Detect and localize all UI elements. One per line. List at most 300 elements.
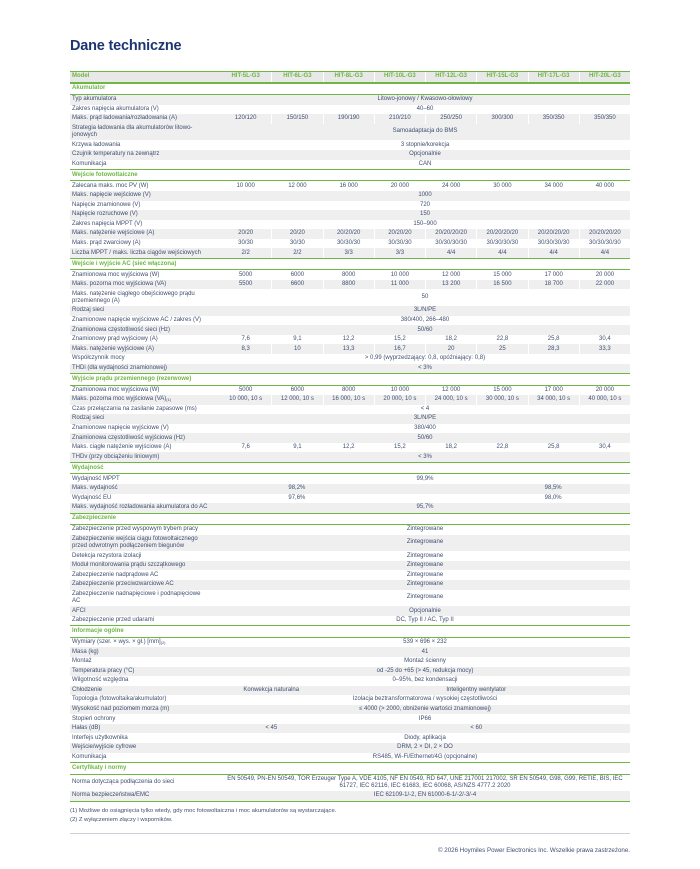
row-label: Komunikacja	[72, 160, 107, 167]
spec-row	[70, 191, 630, 201]
row-values	[220, 105, 630, 115]
value-cell: 30/30/30/30	[476, 239, 527, 249]
spec-row	[70, 606, 630, 616]
value-cell: 40 000, 10 s	[579, 395, 630, 405]
value-cell: 16 000	[323, 181, 374, 191]
row-values	[220, 201, 630, 211]
value-cell: 50/60	[220, 325, 630, 335]
row-values	[220, 503, 630, 513]
spec-row	[70, 474, 630, 484]
row-values	[220, 210, 630, 220]
row-values	[220, 724, 630, 734]
spec-row	[70, 424, 630, 434]
row-values	[220, 220, 630, 230]
value-cell: 24 000	[425, 181, 476, 191]
row-label: Rodzaj sieci	[70, 414, 220, 424]
row-label: Zabezpieczenie nadnapięciowe i podnapięciowe AC	[72, 590, 201, 604]
row-label: Liczba MPPT / maks. liczba ciągów wejściowych	[70, 248, 220, 258]
spec-row	[70, 414, 630, 424]
value-cell: DC, Typ II / AC, Typ II	[396, 617, 454, 624]
section-header: Wejście i wyjście AC (sieć włączona)	[70, 258, 630, 270]
value-cell: < 60	[323, 724, 631, 734]
spec-row	[70, 676, 630, 686]
value-cell: 33,3	[579, 344, 630, 354]
spec-row	[70, 95, 630, 105]
value-cell: 190/190	[323, 114, 374, 124]
value-cell: 150–900	[413, 220, 437, 227]
value-cell: Zintegrowane	[220, 580, 630, 590]
spec-row	[70, 335, 630, 345]
row-label: Zabezpieczenie nadprądowe AC	[72, 571, 159, 578]
value-cell: DRM, 2 × DI, 2 × DO	[220, 743, 630, 753]
datasheet-page	[70, 38, 630, 854]
value-cell: 20/20/20	[323, 229, 374, 239]
value-cell: 6000	[271, 270, 322, 280]
row-values	[220, 494, 630, 504]
row-label: Maks. ciągłe natężenie wyjściowe (A)	[72, 444, 172, 451]
value-cell: 12,2	[323, 443, 374, 453]
value-cell: Konwekcja naturalna	[220, 686, 323, 696]
row-values	[220, 695, 630, 705]
spec-row	[70, 270, 630, 280]
row-label: Zabezpieczenie przed wyspowym trybem pracy	[72, 526, 199, 533]
row-values	[220, 705, 630, 715]
value-cell: 350/350	[579, 114, 630, 124]
row-label: Masa (kg)	[70, 647, 220, 657]
row-label: Znamionowa moc wyjściowa (W)	[72, 386, 160, 393]
value-cell: 5000	[238, 271, 253, 278]
row-values	[220, 686, 630, 696]
row-label: Maks. napięcie wejściowe (V)	[70, 191, 220, 201]
row-values	[220, 140, 630, 150]
value-cell: 30/30	[271, 239, 322, 249]
value-cell: 20 000	[579, 386, 630, 396]
spec-row	[70, 248, 630, 258]
spec-row	[70, 210, 630, 220]
row-label: Maks. natężenie wyjściowe (A)	[70, 344, 220, 354]
row-values	[220, 95, 630, 105]
row-label: Stopień ochrony	[72, 715, 116, 722]
spec-row	[70, 140, 630, 150]
row-label: AFCI	[70, 606, 220, 616]
value-cell: 34 000, 10 s	[528, 395, 579, 405]
row-values	[220, 306, 630, 316]
value-cell: 10	[271, 344, 322, 354]
value-cell: 50/60	[220, 433, 630, 443]
row-label: Maks. prąd ładowania/rozładowania (A)	[70, 114, 220, 124]
spec-row	[70, 580, 630, 590]
spec-row	[70, 686, 630, 696]
value-cell: 18,2	[425, 335, 476, 345]
value-cell: 13 200	[425, 280, 476, 290]
row-label: Wydajność MPPT	[72, 475, 120, 482]
value-cell: 20/20/20/20	[528, 229, 579, 239]
value-cell: ≤ 4000 (> 2000, obniżenie wartości znamionowej)	[220, 705, 630, 715]
value-cell: 25,8	[528, 443, 579, 453]
row-label: Napięcie rozruchowe (V)	[70, 210, 220, 220]
value-cell: 15 000	[476, 270, 527, 280]
value-cell: 50	[421, 294, 429, 301]
row-label: Moduł monitorowania prądu szczątkowego	[70, 561, 220, 571]
value-cell: 20 000, 10 s	[374, 395, 425, 405]
row-label: Interfejs użytkownika	[72, 734, 128, 741]
value-cell: 7,6	[241, 336, 250, 343]
value-cell: 20	[425, 344, 476, 354]
spec-row	[70, 443, 630, 453]
value-cell: 3/3	[374, 248, 425, 258]
row-label: Zabezpieczenie przed udarami	[72, 617, 155, 624]
spec-section	[70, 83, 630, 170]
value-cell: 15,2	[374, 335, 425, 345]
row-label: Znamionowe napięcie wyjściowe AC / zakres (V)	[72, 316, 202, 323]
row-values	[220, 316, 630, 326]
value-cell: IP66	[418, 715, 432, 722]
spec-row	[70, 590, 630, 607]
value-cell: 4/4	[528, 248, 579, 258]
row-values	[220, 386, 630, 396]
row-label: Maks. wydajność rozładowania akumulatora do AC	[70, 503, 220, 513]
row-values	[220, 114, 630, 124]
row-values	[220, 280, 630, 290]
row-label: Maks. pozorna moc wyjściowa (VA) (1)	[70, 395, 220, 405]
spec-row	[70, 570, 630, 580]
value-cell: 95,7%	[220, 503, 630, 513]
spec-section	[70, 625, 630, 762]
value-cell: 380/400, 266–480	[400, 316, 450, 323]
value-cell: 30/30/30	[323, 239, 374, 249]
spec-row	[70, 201, 630, 211]
row-values	[220, 270, 630, 280]
value-cell: 20 000	[579, 270, 630, 280]
value-cell: Opcjonalnie	[220, 606, 630, 616]
value-cell: 30 000, 10 s	[476, 395, 527, 405]
value-cell: 9,1	[271, 335, 322, 345]
value-cell: < 3%	[220, 452, 630, 462]
spec-row	[70, 714, 630, 724]
row-values	[220, 354, 630, 364]
value-cell: 8,3	[220, 344, 271, 354]
row-label: Montaż	[72, 658, 92, 665]
section-header: Zabezpieczenie	[70, 513, 630, 525]
spec-row	[70, 484, 630, 494]
row-values	[220, 248, 630, 258]
spec-row	[70, 150, 630, 160]
spec-row	[70, 667, 630, 677]
spec-section	[70, 762, 630, 802]
spec-row	[70, 395, 630, 405]
value-cell: 28,3	[528, 344, 579, 354]
model-cell: HIT-5L-G3	[231, 73, 260, 80]
spec-row	[70, 124, 630, 141]
spec-row	[70, 316, 630, 326]
value-cell: 13,3	[323, 344, 374, 354]
spec-row	[70, 452, 630, 462]
spec-row	[70, 160, 630, 170]
row-values	[220, 181, 630, 191]
value-cell: 16 000, 10 s	[323, 395, 374, 405]
row-label: Napięcie znamionowe (V)	[72, 201, 141, 208]
value-cell: Montaż ścienny	[404, 658, 446, 665]
row-label: Norma bezpieczeństwa/EMC	[70, 791, 220, 801]
model-cell: HIT-20L-G3	[579, 72, 630, 82]
copyright: © 2026 Hoymiles Power Electronics Inc. Wszelkie prawa zastrzeżone.	[438, 847, 630, 855]
value-cell: 34 000	[528, 181, 579, 191]
value-cell: Zintegrowane	[406, 594, 444, 601]
row-label: Typ akumulatora	[70, 95, 220, 105]
value-cell: 30,4	[579, 335, 630, 345]
value-cell: 150/150	[271, 114, 322, 124]
row-values	[220, 325, 630, 335]
value-cell: EN 50549, PN-EN 50549, TOR Erzeuger Type A, VDE 4105, NF EN 0549, RD 647, UNE 217001 217002, SR EN 50549, G98, G99, RETIE, BIS, IEC 61727, IEC 62116, IEC 61683, IEC 60068, AS/NZS 4777.2 2020	[227, 775, 623, 789]
value-cell: 150	[220, 210, 630, 220]
value-cell: 12 000	[271, 181, 322, 191]
value-cell: 30/30/30/30	[528, 239, 579, 249]
row-values	[220, 647, 630, 657]
value-cell: 41	[220, 647, 630, 657]
row-values	[220, 525, 630, 535]
value-cell: 12,2	[323, 335, 374, 345]
row-label: Znamionowa częstotliwość wyjściowa (Hz)	[70, 433, 220, 443]
row-values	[220, 239, 630, 249]
value-cell: RS485, Wi-Fi/Ethernet/4G (opcjonalne)	[372, 753, 478, 760]
value-cell: 3 stopnie/korekcja	[400, 141, 450, 148]
model-header-values	[220, 72, 630, 82]
value-cell: 20 000	[374, 181, 425, 191]
row-values	[220, 616, 630, 626]
value-cell: 350/350	[528, 114, 579, 124]
row-values	[220, 606, 630, 616]
spec-section	[70, 169, 630, 258]
value-cell: 11 000	[374, 280, 425, 290]
model-cell: HIT-6L-G3	[271, 72, 322, 82]
row-label: THDv (przy obciążeniu liniowym)	[70, 452, 220, 462]
row-label: Czas przełączania na zasilanie zapasowe (ms)	[72, 405, 197, 412]
value-cell: 6000	[271, 386, 322, 396]
spec-row	[70, 657, 630, 667]
row-values	[220, 743, 630, 753]
spec-row	[70, 433, 630, 443]
value-cell: Litowo-jonowy / Kwasowo-ołowiowy	[220, 95, 630, 105]
row-label: Znamionowe napięcie wyjściowe (V)	[72, 424, 169, 431]
model-cell: HIT-10L-G3	[374, 72, 425, 82]
value-cell: Opcjonalnie	[220, 150, 630, 160]
row-label: Znamionowa częstotliwość sieci (Hz)	[70, 325, 220, 335]
value-cell: 20/20/20/20	[579, 229, 630, 239]
value-cell: 380/400	[414, 424, 436, 431]
spec-row	[70, 114, 630, 124]
value-cell: 20/20	[220, 229, 271, 239]
row-label: Wydajność EU	[72, 494, 112, 501]
spec-row	[70, 325, 630, 335]
footnotes	[70, 807, 630, 825]
spec-row	[70, 647, 630, 657]
value-cell: 8000	[323, 270, 374, 280]
row-label: Topologia (fotowoltaika/akumulator)	[72, 696, 167, 703]
spec-section	[70, 513, 630, 626]
spec-row	[70, 733, 630, 743]
row-label: Współczynnik mocy	[72, 355, 125, 362]
value-cell: 20/20/20/20	[476, 229, 527, 239]
value-cell: 15,2	[374, 443, 425, 453]
row-label: Znamionowy prąd wyjściowy (A)	[72, 336, 158, 343]
row-label: Hałas (dB)	[70, 724, 220, 734]
spec-row	[70, 494, 630, 504]
value-cell: 5500	[220, 280, 271, 290]
row-label: Zakres napięcia MPPT (V)	[72, 220, 143, 227]
value-cell: > 0,99 (wyprzedzający: 0,8, opóźniający: 0,8)	[364, 355, 486, 362]
value-cell: 18 700	[528, 280, 579, 290]
spec-row	[70, 791, 630, 801]
row-label: Maks. pozorna moc wyjściowa (VA)	[70, 280, 220, 290]
value-cell: Zintegrowane	[406, 571, 444, 578]
row-values	[220, 714, 630, 724]
value-cell: 30/30	[238, 240, 254, 246]
spec-row	[70, 503, 630, 513]
row-values	[220, 414, 630, 424]
row-values	[220, 364, 630, 374]
value-cell: 25,8	[528, 335, 579, 345]
value-cell: < 45	[220, 724, 323, 734]
row-label: Komunikacja	[72, 753, 107, 760]
spec-row	[70, 354, 630, 364]
value-cell: 4/4	[476, 248, 527, 258]
value-cell: Izolacja beztransformatorowa / wysokiej częstotliwości	[352, 696, 498, 703]
spec-row	[70, 724, 630, 734]
row-values	[220, 405, 630, 415]
value-cell: 3/3	[323, 248, 374, 258]
footer-divider	[70, 833, 630, 834]
row-label: Rodzaj sieci	[70, 306, 220, 316]
spec-row	[70, 775, 630, 792]
row-label: Zabezpieczenie wejścia ciągu fotowoltaicznego przed odwrotnym podłączeniem biegunów	[70, 535, 220, 552]
section-header: Certyfikaty i normy	[70, 762, 630, 774]
row-values	[220, 791, 630, 801]
value-cell: 12 000	[425, 386, 476, 396]
row-values	[220, 452, 630, 462]
value-cell	[374, 494, 477, 504]
row-label: Wejście/wyjście cyfrowe	[70, 743, 220, 753]
value-cell: 2/2	[220, 248, 271, 258]
spec-row	[70, 616, 630, 626]
value-cell: IEC 62109-1/-2, EN 61000-6-1/-2/-3/-4	[220, 791, 630, 801]
value-cell: 10 000	[236, 182, 255, 189]
row-label: Maks. natężenie ciągłego obejściowego prądu przemiennego (A)	[72, 290, 195, 304]
value-cell: Zintegrowane	[406, 552, 444, 559]
value-cell: 25	[476, 344, 527, 354]
value-cell: 539 × 696 × 232	[403, 639, 447, 645]
spec-row	[70, 386, 630, 396]
value-cell: 4/4	[425, 248, 476, 258]
row-label: Maks. natężenie wejściowe (A)	[70, 229, 220, 239]
row-values	[220, 570, 630, 580]
row-label: Wysokość nad poziomem morza (m)	[70, 705, 220, 715]
spec-row	[70, 561, 630, 571]
footnote: (1) Możliwe do osiągnięcia tylko wtedy, gdy moc fotowoltaiczna i moc akumulatorów są wystarczające.	[70, 807, 337, 814]
spec-row	[70, 239, 630, 249]
row-values	[220, 676, 630, 686]
spec-row	[70, 695, 630, 705]
value-cell: 720	[419, 201, 430, 208]
row-values	[220, 580, 630, 590]
value-cell: Zintegrowane	[220, 535, 630, 552]
row-label: Wilgotność względna	[72, 677, 129, 684]
value-cell: 17 000	[528, 270, 579, 280]
spec-row	[70, 220, 630, 230]
value-cell: 20/20/20	[374, 229, 425, 239]
value-cell: 3L/N/PE	[220, 414, 630, 424]
row-values	[220, 433, 630, 443]
value-cell: 16,7	[374, 344, 425, 354]
value-cell: 30 000	[476, 181, 527, 191]
value-cell: 10 000	[374, 386, 425, 396]
value-cell: 8800	[323, 280, 374, 290]
spec-row	[70, 181, 630, 191]
row-values	[220, 150, 630, 160]
row-values	[220, 775, 630, 792]
spec-section	[70, 258, 630, 373]
row-label: Strategia ładowania dla akumulatorów litowo-jonowych	[70, 124, 220, 141]
value-cell: 98,2%	[220, 484, 374, 494]
row-values	[220, 667, 630, 677]
value-cell: 99,9%	[416, 475, 434, 482]
model-header-row	[70, 71, 630, 83]
row-values	[220, 124, 630, 141]
row-label: Zakres napięcia akumulatora (V)	[72, 105, 159, 112]
model-cell: HIT-15L-G3	[476, 72, 527, 82]
spec-row	[70, 525, 630, 535]
row-values	[220, 289, 630, 306]
row-values	[220, 229, 630, 239]
value-cell: 1000	[220, 191, 630, 201]
value-cell: 3L/N/PE	[220, 306, 630, 316]
row-values	[220, 395, 630, 405]
spec-row	[70, 535, 630, 552]
value-cell: 97,6%	[288, 494, 306, 501]
spec-section	[70, 462, 630, 513]
footnote: (2) Z wyłączeniem złączy i wsporników.	[70, 816, 173, 823]
spec-row	[70, 638, 630, 648]
value-cell: 30/30/30/30	[579, 239, 630, 249]
row-label: Temperatura pracy (°C)	[70, 667, 220, 677]
value-cell: 24 000, 10 s	[425, 395, 476, 405]
row-values	[220, 638, 630, 648]
value-cell: Inteligentny wentylator	[323, 686, 631, 696]
row-label: Maks. wydajność	[70, 484, 220, 494]
model-cell: HIT-12L-G3	[425, 72, 476, 82]
value-cell: od -25 do +65 (> 45, redukcja mocy)	[220, 667, 630, 677]
row-values	[220, 344, 630, 354]
value-cell: 250/250	[425, 114, 476, 124]
value-cell: 16 500	[476, 280, 527, 290]
value-cell: 30,4	[579, 443, 630, 453]
spec-row	[70, 364, 630, 374]
row-label: Detekcja rezystora izolacji	[72, 552, 142, 559]
value-cell: 30/30/30/30	[425, 239, 476, 249]
row-values	[220, 551, 630, 561]
model-cell: HIT-17L-G3	[528, 72, 579, 82]
spec-row	[70, 753, 630, 763]
model-cell: HIT-8L-G3	[323, 72, 374, 82]
row-values	[220, 733, 630, 743]
spec-table	[70, 71, 630, 802]
row-label: Krzywa ładowania	[72, 141, 121, 148]
section-header: Wyjście prądu przemiennego (rezerwowe)	[70, 373, 630, 385]
row-values	[220, 753, 630, 763]
value-cell: Samoadaptacja do BMS	[220, 124, 630, 141]
row-values	[220, 657, 630, 667]
spec-row	[70, 405, 630, 415]
row-values	[220, 561, 630, 571]
